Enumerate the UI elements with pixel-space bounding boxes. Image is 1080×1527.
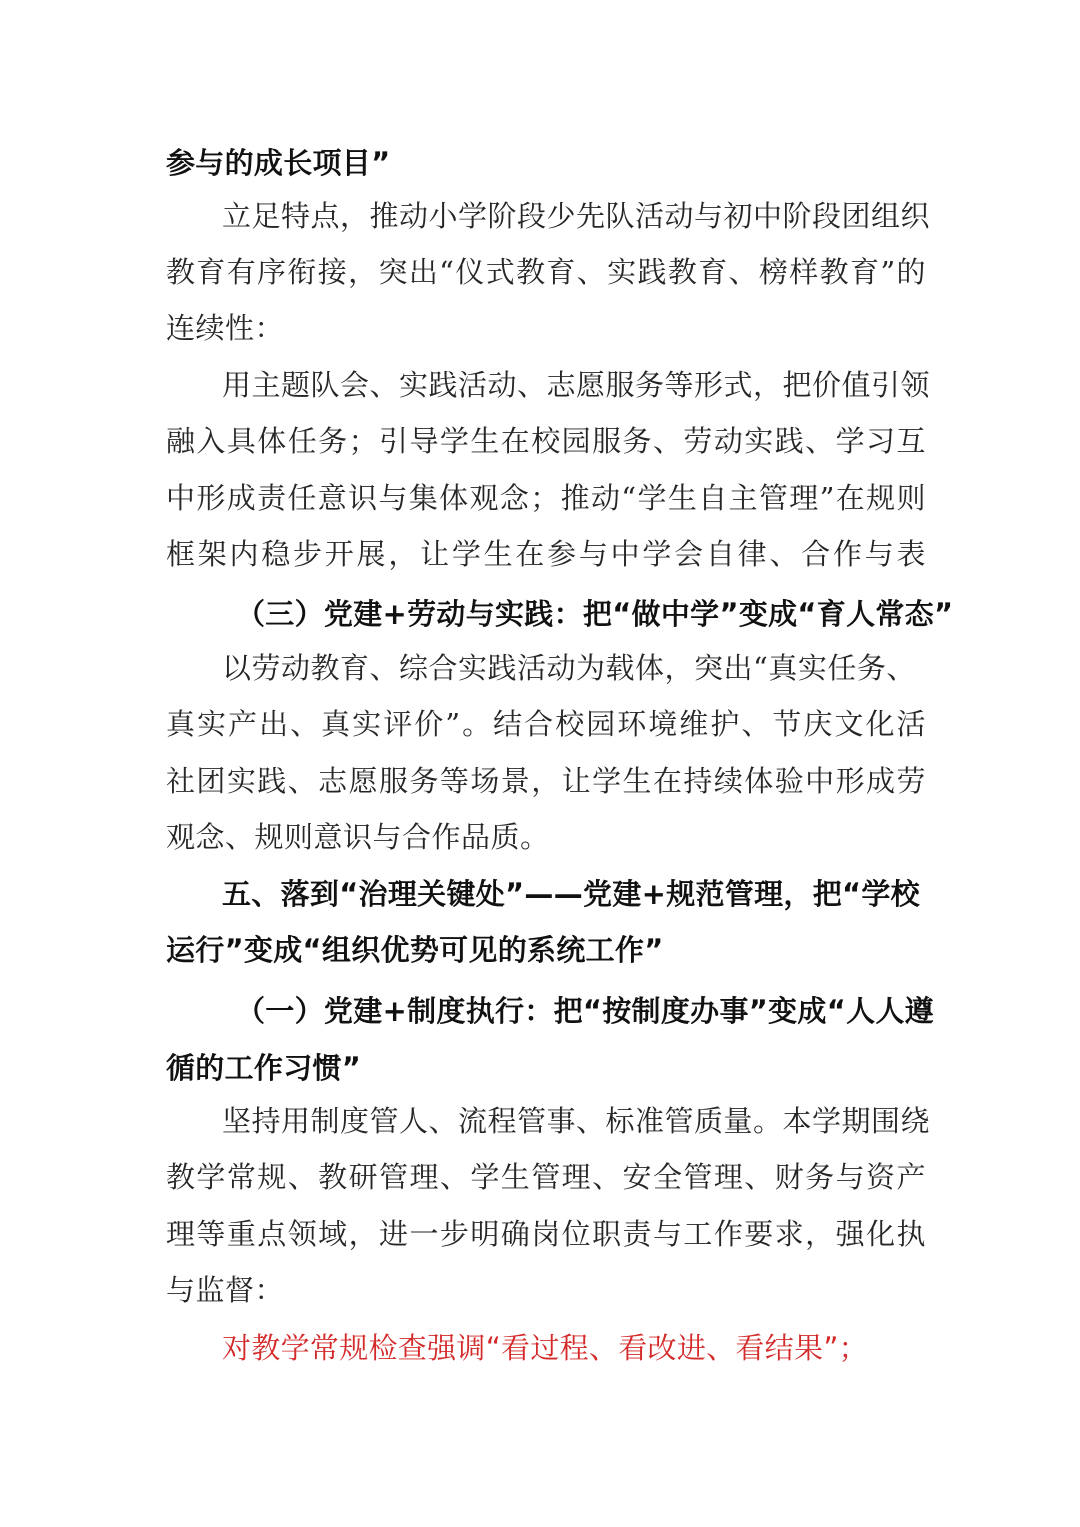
heading-continuation: 参与的成长项目” — [166, 146, 391, 180]
section-heading: 循的工作习惯” — [166, 1051, 362, 1085]
body-line: 观念、规则意识与合作品质。 — [166, 820, 550, 854]
body-line: 用主题队会、实践活动、志愿服务等形式，把价值引领 — [222, 368, 931, 402]
body-line: 理等重点领域，进一步明确岗位职责与工作要求，强化执 — [166, 1217, 926, 1251]
chapter-heading: 运行”变成“组织优势可见的系统工作” — [166, 933, 664, 967]
body-line: 框架内稳步开展，让学生在参与中学会自律、合作与表 — [166, 537, 926, 571]
body-line: 融入具体任务；引导学生在校园服务、劳动实践、学习互 — [166, 424, 926, 458]
section-heading: （一）党建+制度执行：把“按制度办事”变成“人人遵 — [236, 994, 934, 1028]
body-line: 社团实践、志愿服务等场景，让学生在持续体验中形成劳 — [166, 764, 926, 798]
body-line: 坚持用制度管人、流程管事、标准管质量。本学期围绕 — [222, 1104, 931, 1138]
highlighted-line: 对教学常规检查强调“看过程、看改进、看结果”； — [222, 1331, 868, 1365]
body-line: 立足特点，推动小学阶段少先队活动与初中阶段团组织 — [222, 199, 931, 233]
body-line: 教育有序衔接，突出“仪式教育、实践教育、榜样教育”的 — [166, 255, 926, 289]
body-line: 以劳动教育、综合实践活动为载体，突出“真实任务、 — [222, 651, 916, 685]
section-heading: （三）党建+劳动与实践：把“做中学”变成“育人常态” — [236, 597, 954, 631]
body-line: 教学常规、教研管理、学生管理、安全管理、财务与资产 — [166, 1160, 926, 1194]
body-line: 真实产出、真实评价”。结合校园环境维护、节庆文化活 — [166, 707, 926, 741]
chapter-heading: 五、落到“治理关键处”——党建+规范管理，把“学校 — [222, 877, 920, 911]
body-line: 连续性： — [166, 311, 285, 345]
body-line: 与监督： — [166, 1273, 285, 1307]
body-line: 中形成责任意识与集体观念；推动“学生自主管理”在规则 — [166, 481, 926, 515]
